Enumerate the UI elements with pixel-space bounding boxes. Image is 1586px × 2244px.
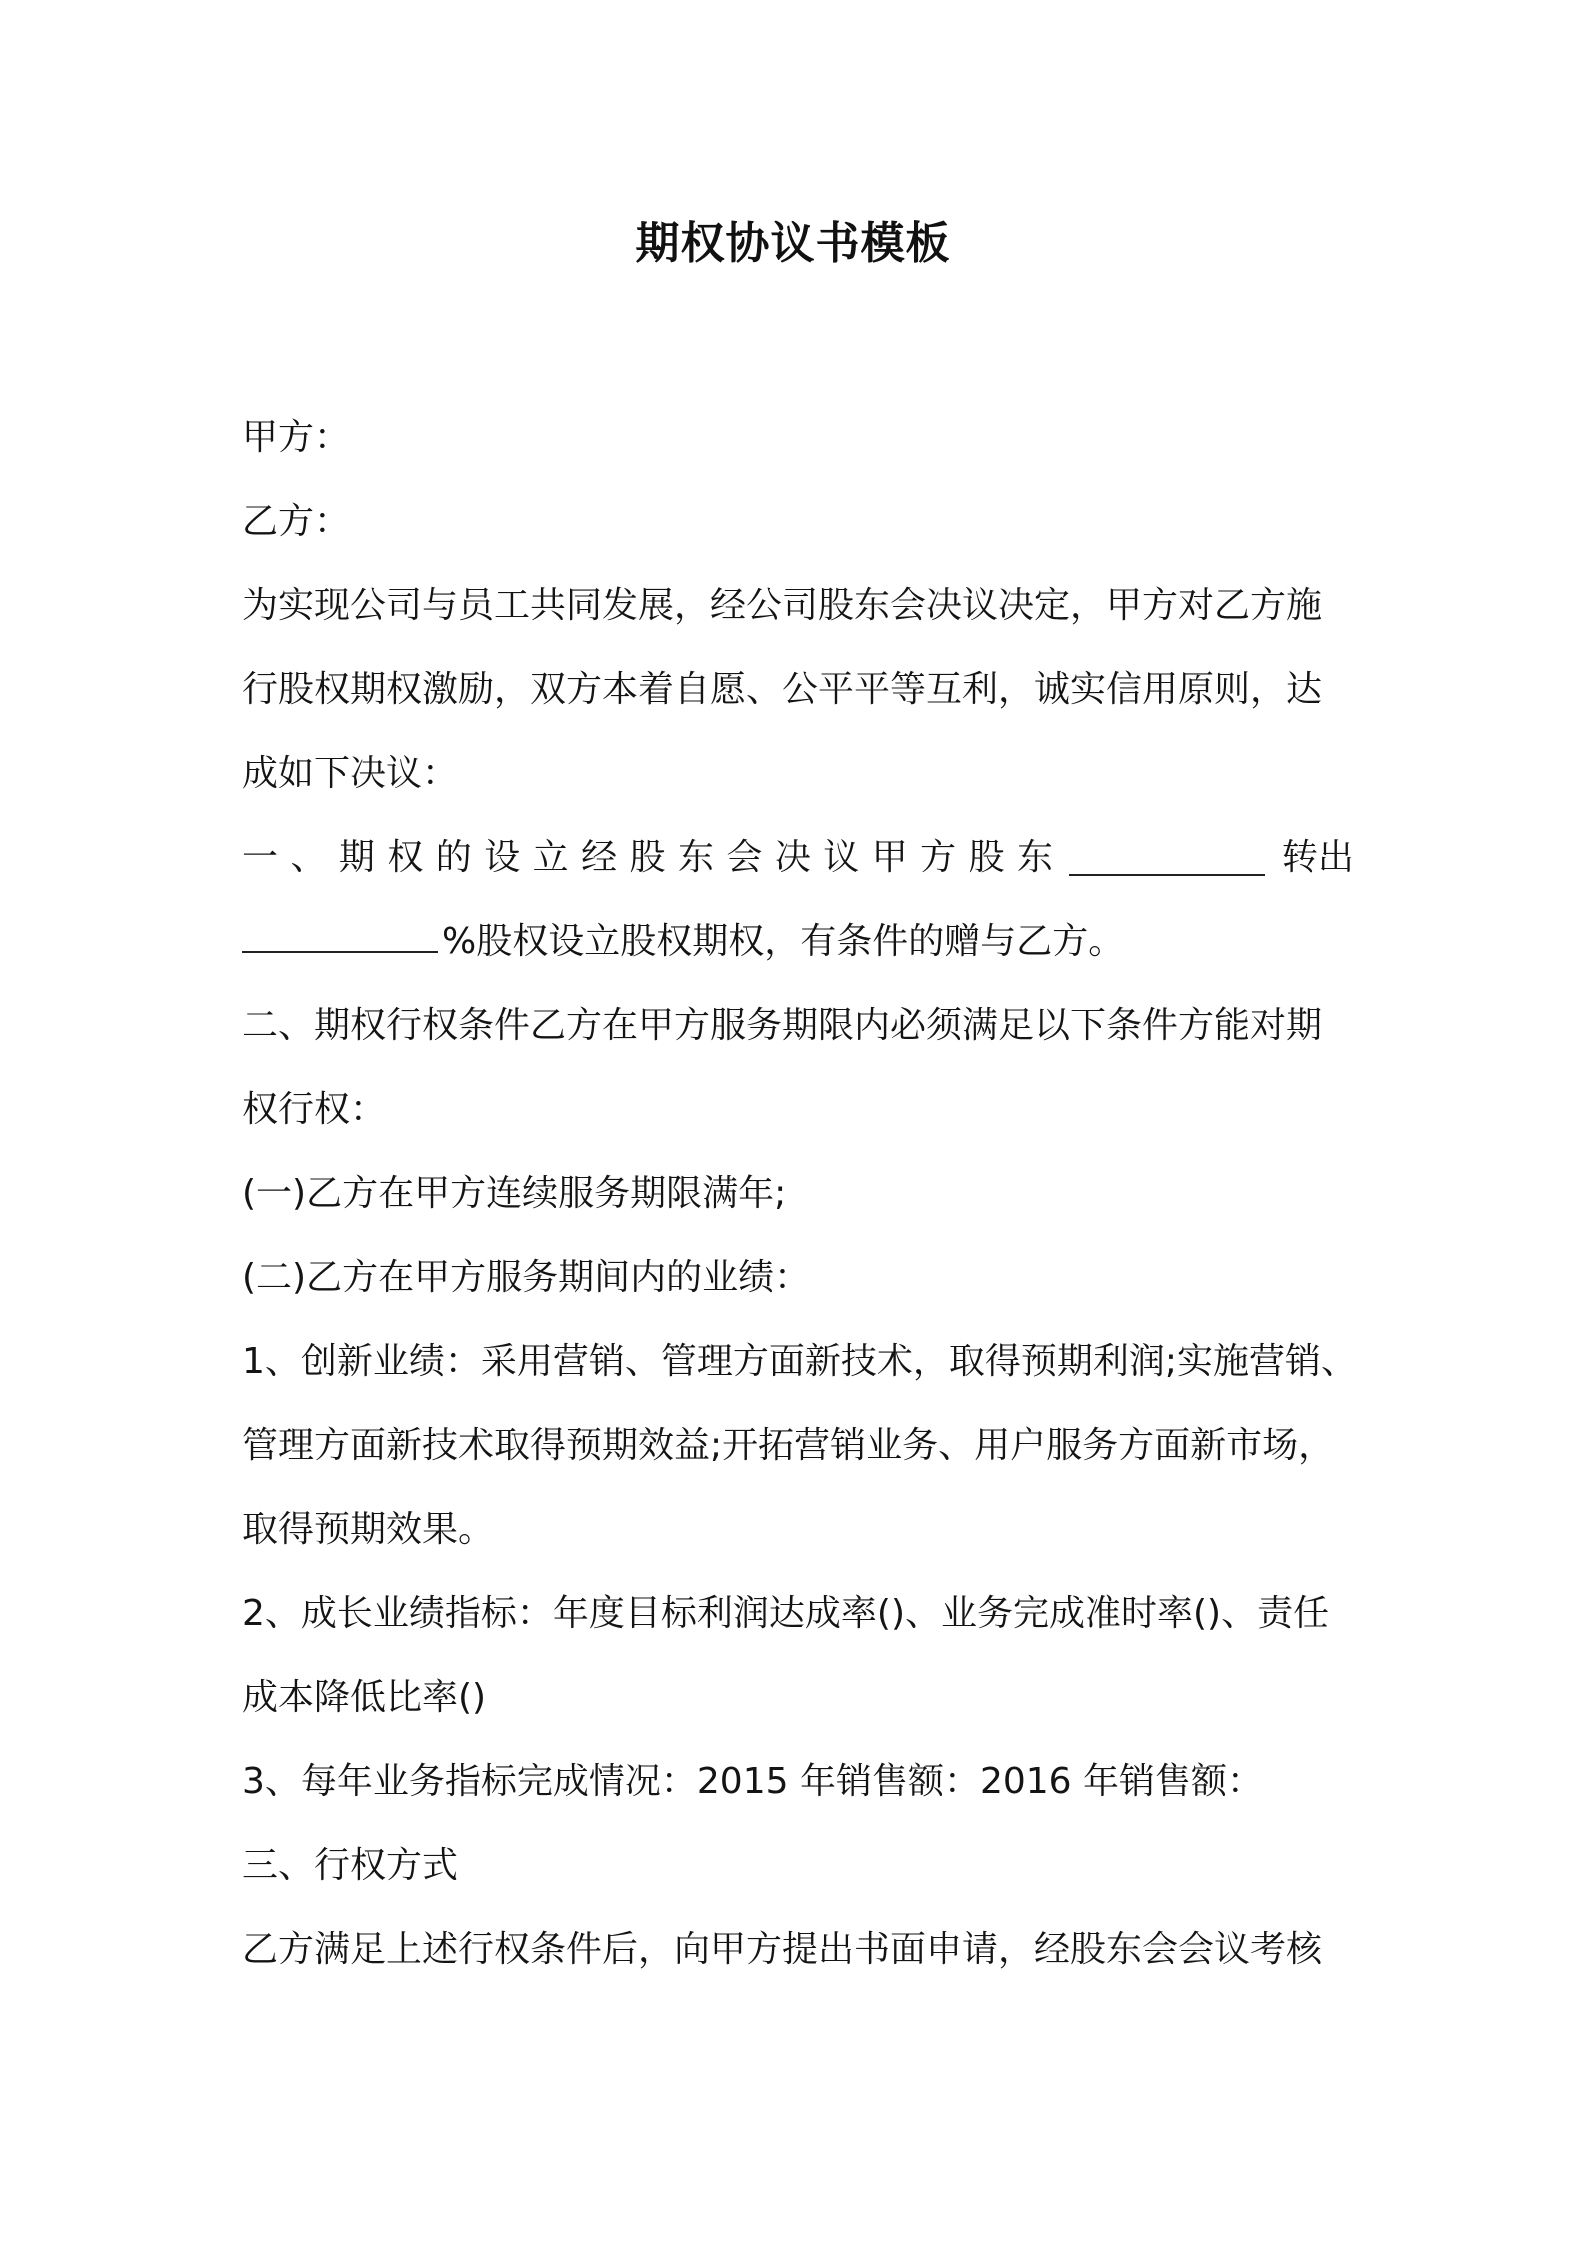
section-1-char: 立 [532,837,569,878]
section-1-char: 经 [581,837,618,878]
fill-in-blank-percent [242,917,438,953]
section-2-line: 二、期权行权条件乙方在甲方服务期限内必须满足以下条件方能对期 [242,1005,1323,1046]
section-1-line-2 [242,912,1362,972]
section-1-char: 、 [290,837,327,878]
fill-in-blank-shareholder [1069,840,1265,876]
section-1-char: 股 [968,837,1005,878]
section-1-char: 东 [677,837,714,878]
section-1-char: 决 [774,837,811,878]
section-1-tail: %股权设立股权期权，有条件的赠与乙方。 [442,921,1125,962]
intro-line: 成如下决议： [242,753,459,794]
intro-line: 为实现公司与员工共同发展，经公司股东会决议决定，甲方对乙方施 [242,585,1323,626]
section-1-char: 设 [484,837,521,878]
item-2-line: 2、成长业绩指标：年度目标利润达成率()、业务完成准时率()、责任 [242,1593,1330,1634]
section-1-char: 东 [1017,837,1054,878]
item-2-line: 成本降低比率() [242,1677,487,1718]
section-3-title: 三、行权方式 [242,1845,459,1886]
section-3-line: 乙方满足上述行权条件后，向甲方提出书面申请，经股东会会议考核 [242,1929,1323,1970]
intro-line: 行股权期权激励，双方本着自愿、公平平等互利，诚实信用原则，达 [242,669,1323,710]
section-1-char: 期 [338,837,375,878]
condition-1: (一)乙方在甲方连续服务期限满年; [242,1173,787,1214]
section-1-char: 会 [726,837,763,878]
section-2-line: 权行权： [242,1089,387,1130]
party-b-label: 乙方： [242,501,351,542]
section-1-char: 议 [823,837,860,878]
condition-2: (二)乙方在甲方服务期间内的业绩： [242,1257,811,1298]
document-title: 期权协议书模板 [635,218,951,269]
section-1-char: 权 [387,837,424,878]
section-1-after-blank: 转出 [1281,837,1354,878]
section-1-char: 方 [920,837,957,878]
section-1-line [242,828,1354,888]
section-1-char: 股 [629,837,666,878]
item-1-line: 1、创新业绩：采用营销、管理方面新技术，取得预期利润;实施营销、 [242,1341,1358,1382]
party-a-label: 甲方： [242,417,351,458]
section-1-char: 的 [435,837,472,878]
item-1-line: 取得预期效果。 [242,1509,495,1550]
section-1-char: 甲 [871,837,908,878]
item-3: 3、每年业务指标完成情况：2015 年销售额：2016 年销售额： [242,1761,1264,1802]
item-1-line: 管理方面新技术取得预期效益;开拓营销业务、用户服务方面新市场， [242,1425,1335,1466]
section-1-char: 一 [242,837,279,878]
